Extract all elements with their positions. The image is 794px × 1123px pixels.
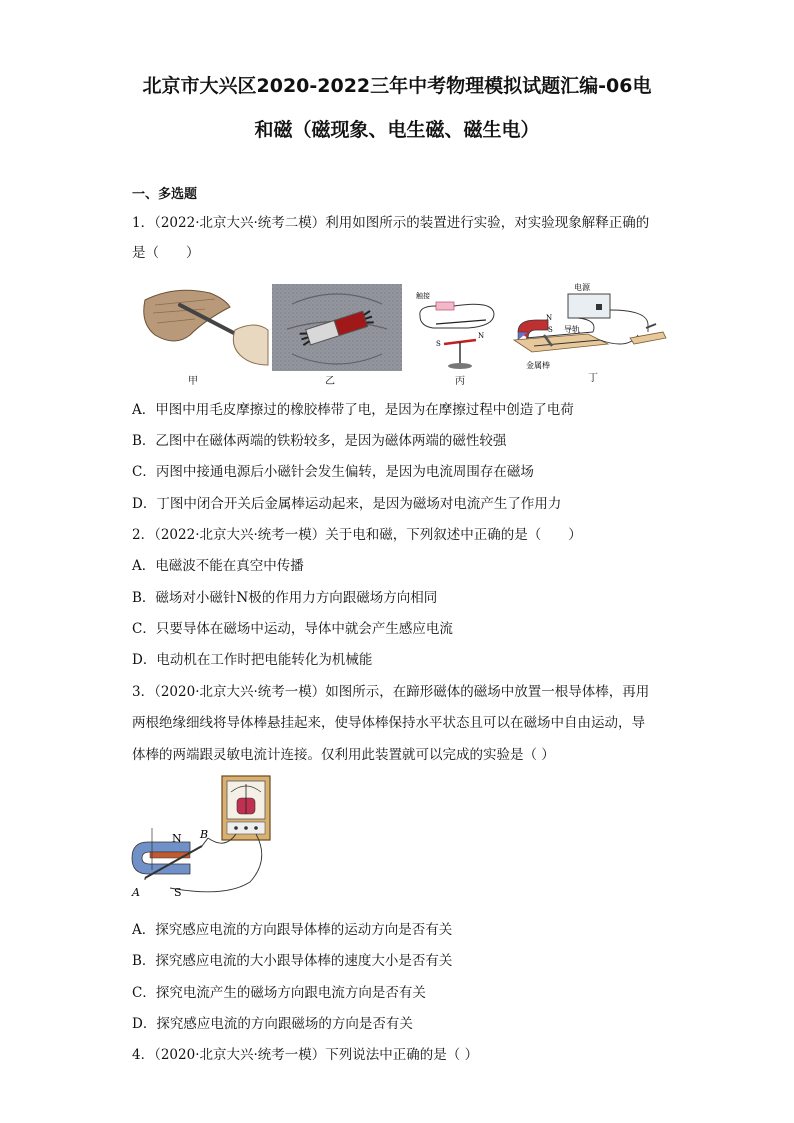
q3-figure — [130, 770, 280, 905]
q1-option-a: A．甲图中用毛皮摩擦过的橡胶棒带了电，是因为在摩擦过程中创造了电荷 — [132, 402, 574, 418]
q1-caption-yi: 乙 — [325, 376, 335, 387]
q2-stem: 2．（2022·北京大兴·统考一模）关于电和磁，下列叙述中正确的是（ ） — [132, 527, 582, 543]
q1-caption-ding: 丁 — [588, 373, 598, 384]
q3-stem-line-2: 两根绝缘细线将导体棒悬挂起来，使导体棒保持水平状态且可以在磁场中自由运动，导 — [132, 715, 645, 731]
q3-stem-line-1: 3．（2020·北京大兴·统考一模）如图所示，在蹄形磁体的磁场中放置一根导体棒，再用 — [132, 684, 650, 700]
q1-bing-label-S: S — [436, 340, 441, 348]
q1-ding-label-rail: 导轨 — [564, 325, 580, 334]
q1-caption-jia: 甲 — [188, 376, 198, 387]
section-heading: 一、多选题 — [132, 187, 198, 202]
q2-option-d: D．电动机在工作时把电能转化为机械能 — [132, 652, 373, 668]
q3-option-a: A．探究感应电流的方向跟导体棒的运动方向是否有关 — [132, 922, 453, 938]
q1-option-d: D．丁图中闭合开关后金属棒运动起来，是因为磁场对电流产生了作用力 — [132, 496, 562, 512]
q1-figure-bing — [408, 286, 503, 371]
q1-figure-yi — [272, 284, 402, 371]
q1-ding-label-N: N — [546, 314, 553, 322]
q1-ding-label-power: 电源 — [574, 283, 590, 292]
q1-stem-line-1: 1．（2022·北京大兴·统考二模）利用如图所示的装置进行实验，对实验现象解释正确的 — [132, 215, 650, 231]
q1-ding-label-rod: 金属棒 — [526, 361, 550, 370]
q4-stem: 4．（2020·北京大兴·统考一模）下列说法中正确的是（ ） — [132, 1047, 479, 1063]
title-line-1: 北京市大兴区2020-2022三年中考物理模拟试题汇编-06电 — [142, 75, 652, 97]
q2-option-c: C．只要导体在磁场中运动，导体中就会产生感应电流 — [132, 621, 453, 637]
q2-option-b: B．磁场对小磁针N极的作用力方向跟磁场方向相同 — [132, 590, 438, 606]
q3-label-S: S — [174, 886, 182, 899]
q3-label-N: N — [172, 832, 182, 845]
q1-bing-label-N: N — [478, 332, 485, 340]
q3-option-d: D．探究感应电流的方向跟磁场的方向是否有关 — [132, 1016, 413, 1032]
q1-ding-label-S: S — [548, 326, 553, 334]
q1-figure-jia — [135, 285, 270, 370]
q3-stem-line-3: 体棒的两端跟灵敏电流计连接。仅利用此装置就可以完成的实验是（ ） — [132, 747, 555, 763]
q3-label-B: B — [200, 828, 209, 841]
q1-stem-line-2: 是（ ） — [132, 245, 200, 261]
q1-option-b: B．乙图中在磁体两端的铁粉较多，是因为磁体两端的磁性较强 — [132, 433, 507, 449]
page-title — [100, 64, 694, 152]
q1-option-c: C．丙图中接通电源后小磁针会发生偏转，是因为电流周围存在磁场 — [132, 464, 534, 480]
q3-label-A: A — [132, 886, 140, 899]
q2-option-a: A．电磁波不能在真空中传播 — [132, 558, 304, 574]
q3-option-c: C．探究电流产生的磁场方向跟电流方向是否有关 — [132, 985, 426, 1001]
q1-figure-ding — [508, 280, 668, 372]
title-line-2: 和磁（磁现象、电生磁、磁生电） — [254, 119, 540, 141]
q1-bing-label-switch: 触接 — [416, 292, 430, 300]
q3-option-b: B．探究感应电流的大小跟导体棒的速度大小是否有关 — [132, 953, 453, 969]
q1-caption-bing: 丙 — [455, 376, 465, 387]
